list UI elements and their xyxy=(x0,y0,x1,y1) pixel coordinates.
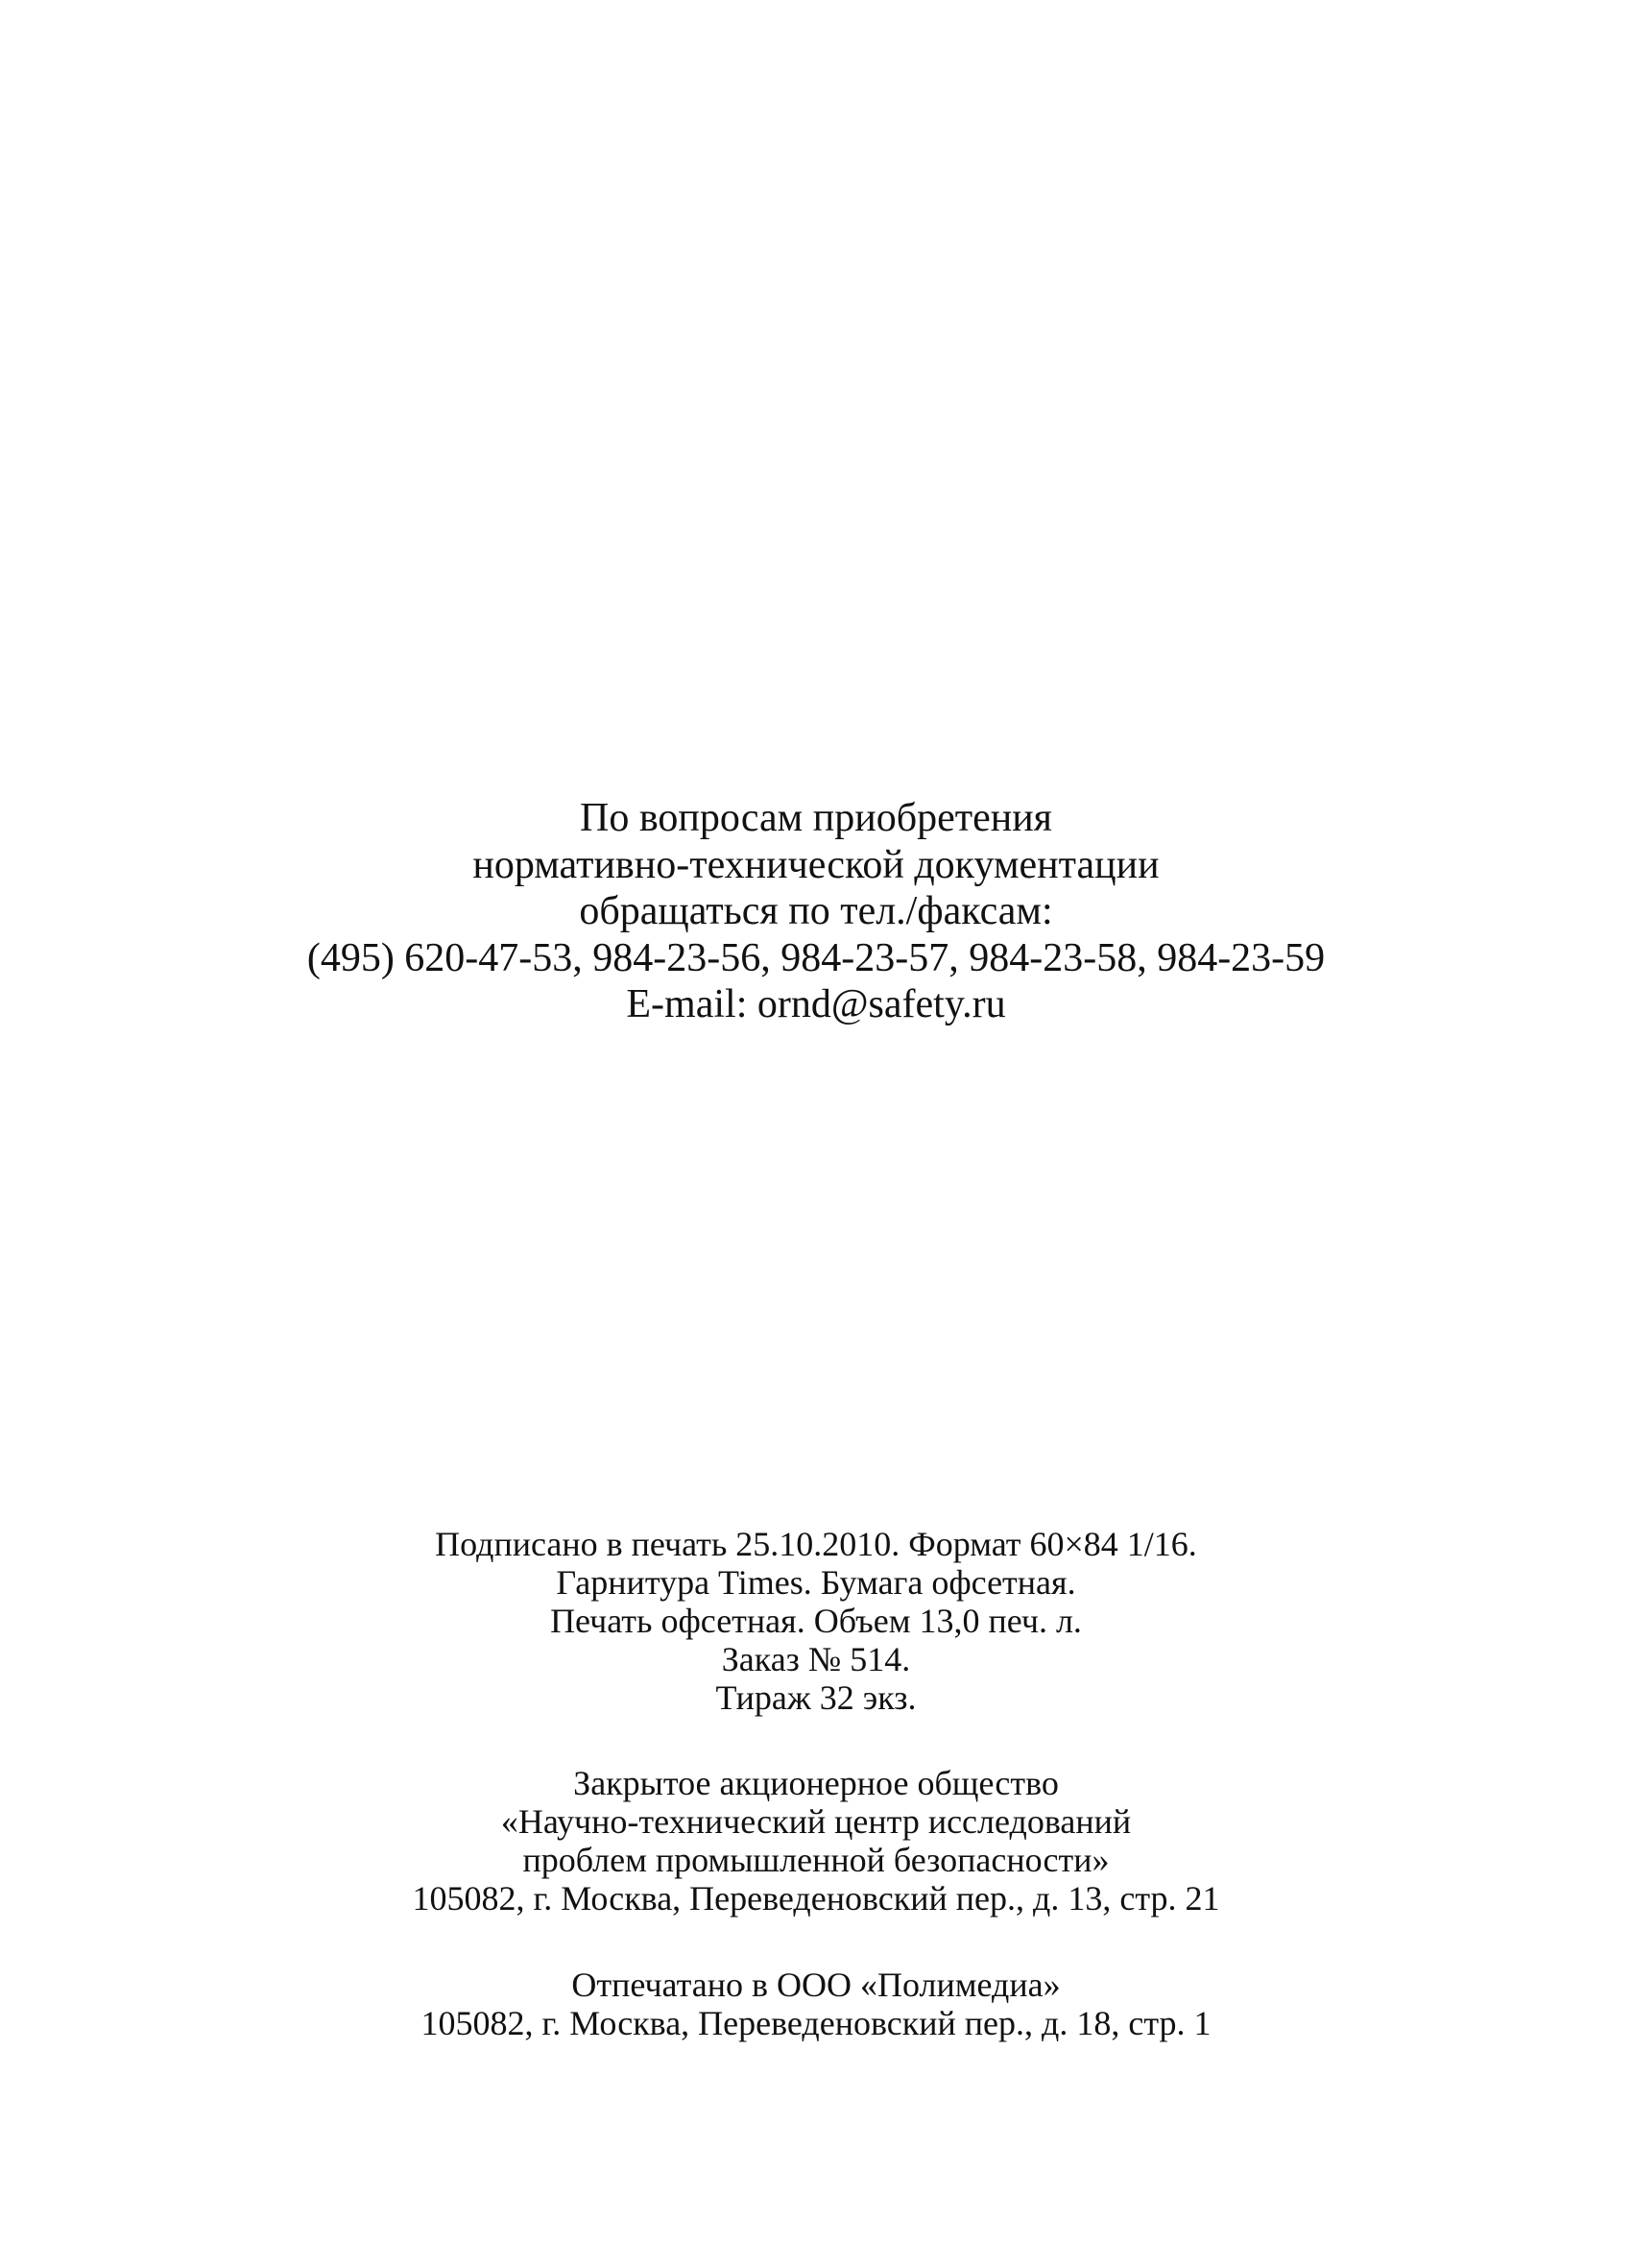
printer-address: 105082, г. Москва, Переведеновский пер., д. 18, стр. 1 xyxy=(420,2004,1212,2042)
printer-name: Отпечатано в ООО «Полимедиа» xyxy=(571,1966,1061,2004)
imprint-print-volume: Печать офсетная. Объем 13,0 печ. л. xyxy=(550,1602,1082,1640)
printer-block xyxy=(0,1966,1632,2042)
imprint-order-number: Заказ № 514. xyxy=(721,1640,911,1678)
contact-info-block xyxy=(0,795,1632,1028)
publisher-name-line-2: проблем промышленной безопасности» xyxy=(522,1841,1110,1879)
publisher-name-line-1: «Научно-технический центр исследований xyxy=(500,1802,1132,1841)
contact-phone-numbers: (495) 620-47-53, 984-23-56, 984-23-57, 984-23-58, 984-23-59 xyxy=(306,935,1326,980)
contact-heading-line-1: По вопросам приобретения xyxy=(579,796,1052,840)
contact-heading-line-3: обращаться по тел./факсам: xyxy=(579,889,1053,933)
imprint-details-block xyxy=(0,1525,1632,1717)
imprint-print-run: Тираж 32 экз. xyxy=(715,1678,917,1717)
publisher-address: 105082, г. Москва, Переведеновский пер., д. 13, стр. 21 xyxy=(412,1879,1220,1918)
contact-heading-line-2: нормативно-технической документации xyxy=(472,842,1160,887)
imprint-typeface-paper: Гарнитура Times. Бумага офсетная. xyxy=(556,1563,1076,1602)
imprint-signed-format: Подписано в печать 25.10.2010. Формат 60×84 1/16. xyxy=(435,1525,1197,1563)
publisher-type: Закрытое акционерное общество xyxy=(573,1764,1059,1802)
contact-email: E-mail: ornd@safety.ru xyxy=(626,982,1006,1026)
publisher-block xyxy=(0,1764,1632,1918)
